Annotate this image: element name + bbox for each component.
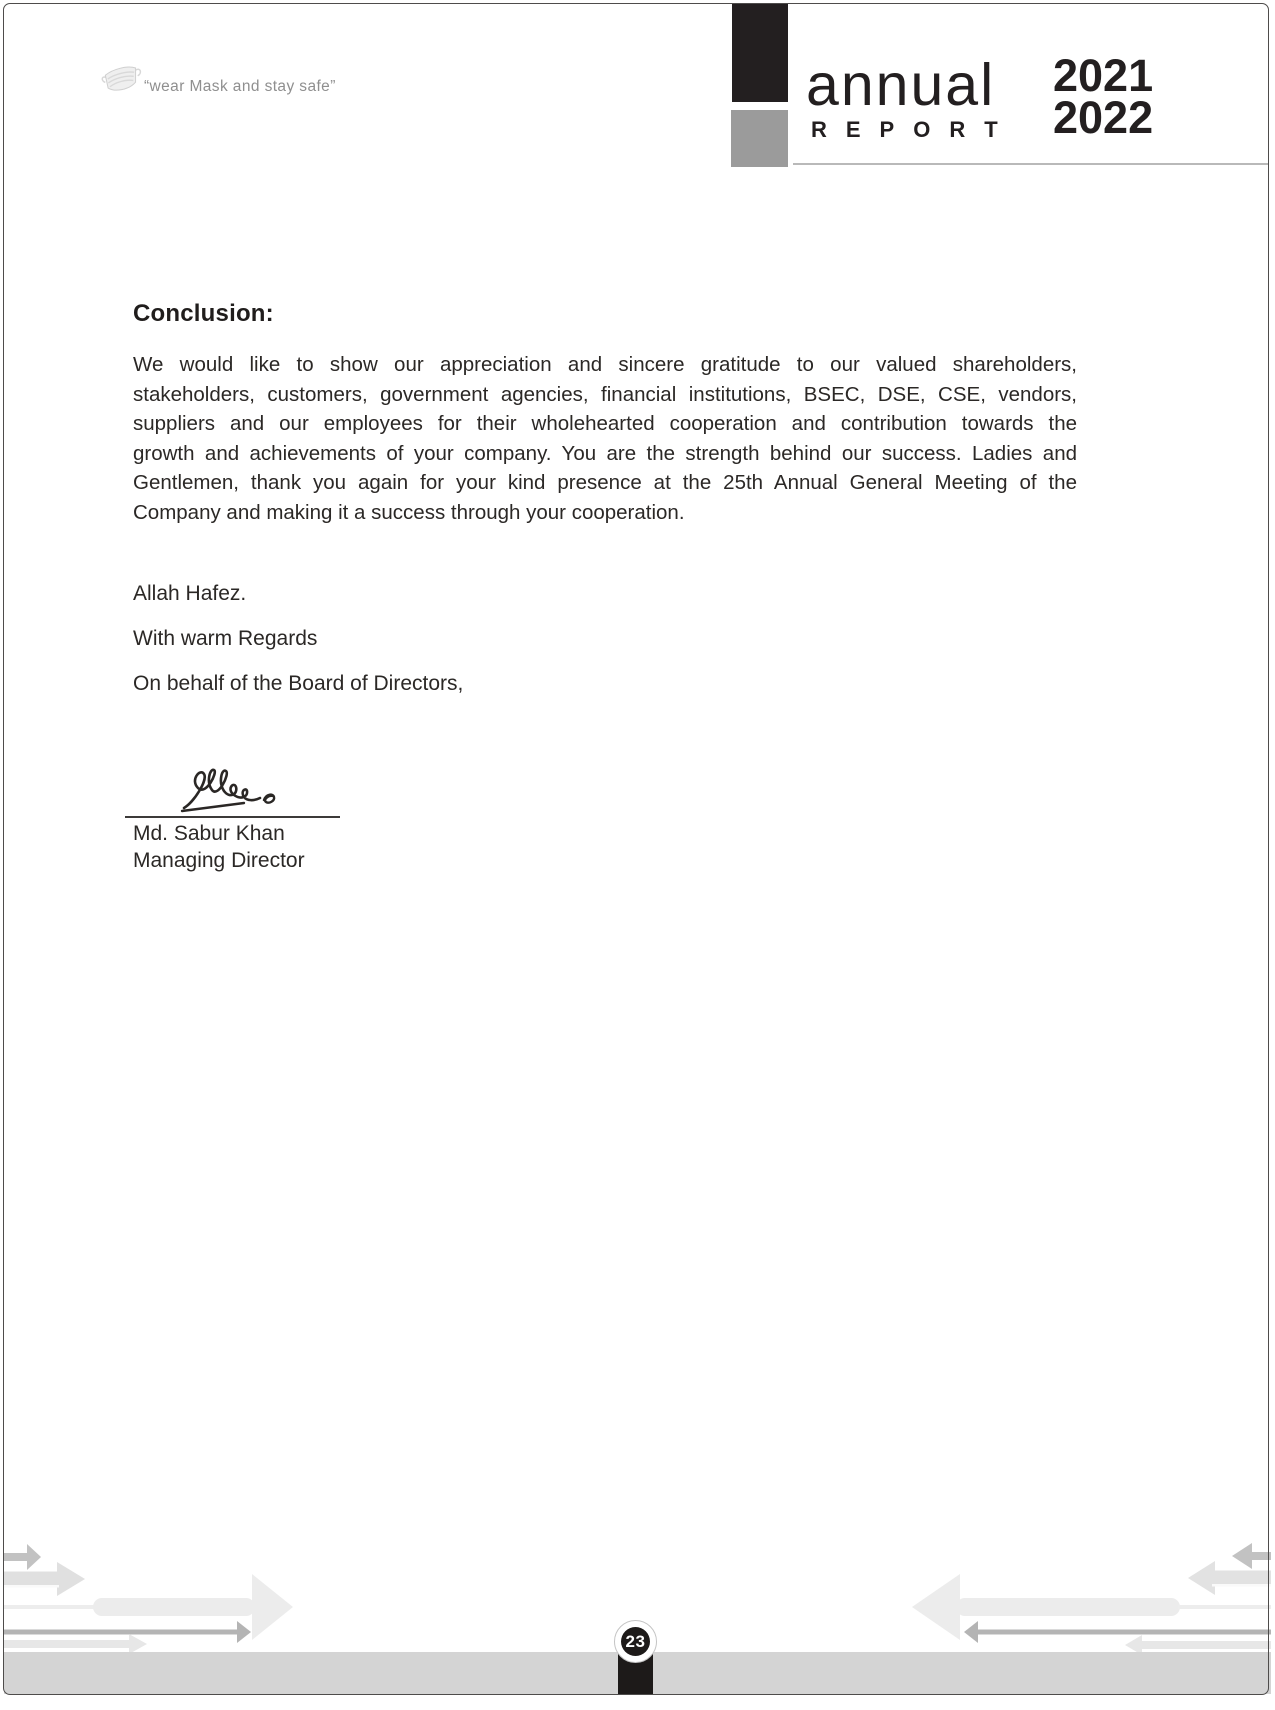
paragraph-line: Company and making it a success through your cooperation. xyxy=(133,500,685,524)
paragraph-line: Gentlemen, thank you again for your kind presence at the 25th Annual General Meeting of the xyxy=(133,471,1077,494)
closing-lines xyxy=(133,579,1077,698)
signature-line xyxy=(125,816,340,818)
paragraph-line: stakeholders, customers, government agencies, financial institutions, BSEC, DSE, CSE, vendors, xyxy=(133,382,1077,406)
section-heading: Conclusion: xyxy=(133,300,274,327)
face-mask-icon xyxy=(100,60,144,98)
mask-note-text: “wear Mask and stay safe” xyxy=(144,78,336,95)
closing-line-regards: With warm Regards xyxy=(133,627,318,650)
page-number: 23 xyxy=(621,1627,650,1656)
closing-line-allah-hafez: Allah Hafez. xyxy=(133,582,247,605)
logo-year-bottom: 2022 xyxy=(1053,92,1154,143)
closing-line-on-behalf: On behalf of the Board of Directors, xyxy=(133,672,464,695)
signatory-title: Managing Director xyxy=(133,849,305,872)
main-content xyxy=(133,300,1077,714)
signatory-name: Md. Sabur Khan xyxy=(133,822,285,845)
paragraph-line: suppliers and our employees for their wholehearted cooperation and contribution towards the xyxy=(133,412,1077,435)
arrow-right-icon xyxy=(4,1544,293,1654)
logo-gray-block xyxy=(731,110,788,167)
logo-annual-text: annual xyxy=(806,52,996,118)
paragraph-line: We would like to show our appreciation and sincere gratitude to our valued shareholders, xyxy=(133,353,1077,376)
logo-year-top: 2021 xyxy=(1053,50,1154,101)
header-rule xyxy=(793,163,1268,165)
conclusion-paragraph xyxy=(133,350,1077,527)
arrow-left-icon xyxy=(912,1543,1271,1655)
signature-scribble xyxy=(178,766,288,816)
logo-years xyxy=(1053,50,1154,143)
logo-report-text: REPORT xyxy=(811,117,1017,142)
paragraph-line: growth and achievements of your company. You are the strength behind our success. Ladies and xyxy=(133,441,1077,465)
logo-black-block xyxy=(732,4,788,102)
